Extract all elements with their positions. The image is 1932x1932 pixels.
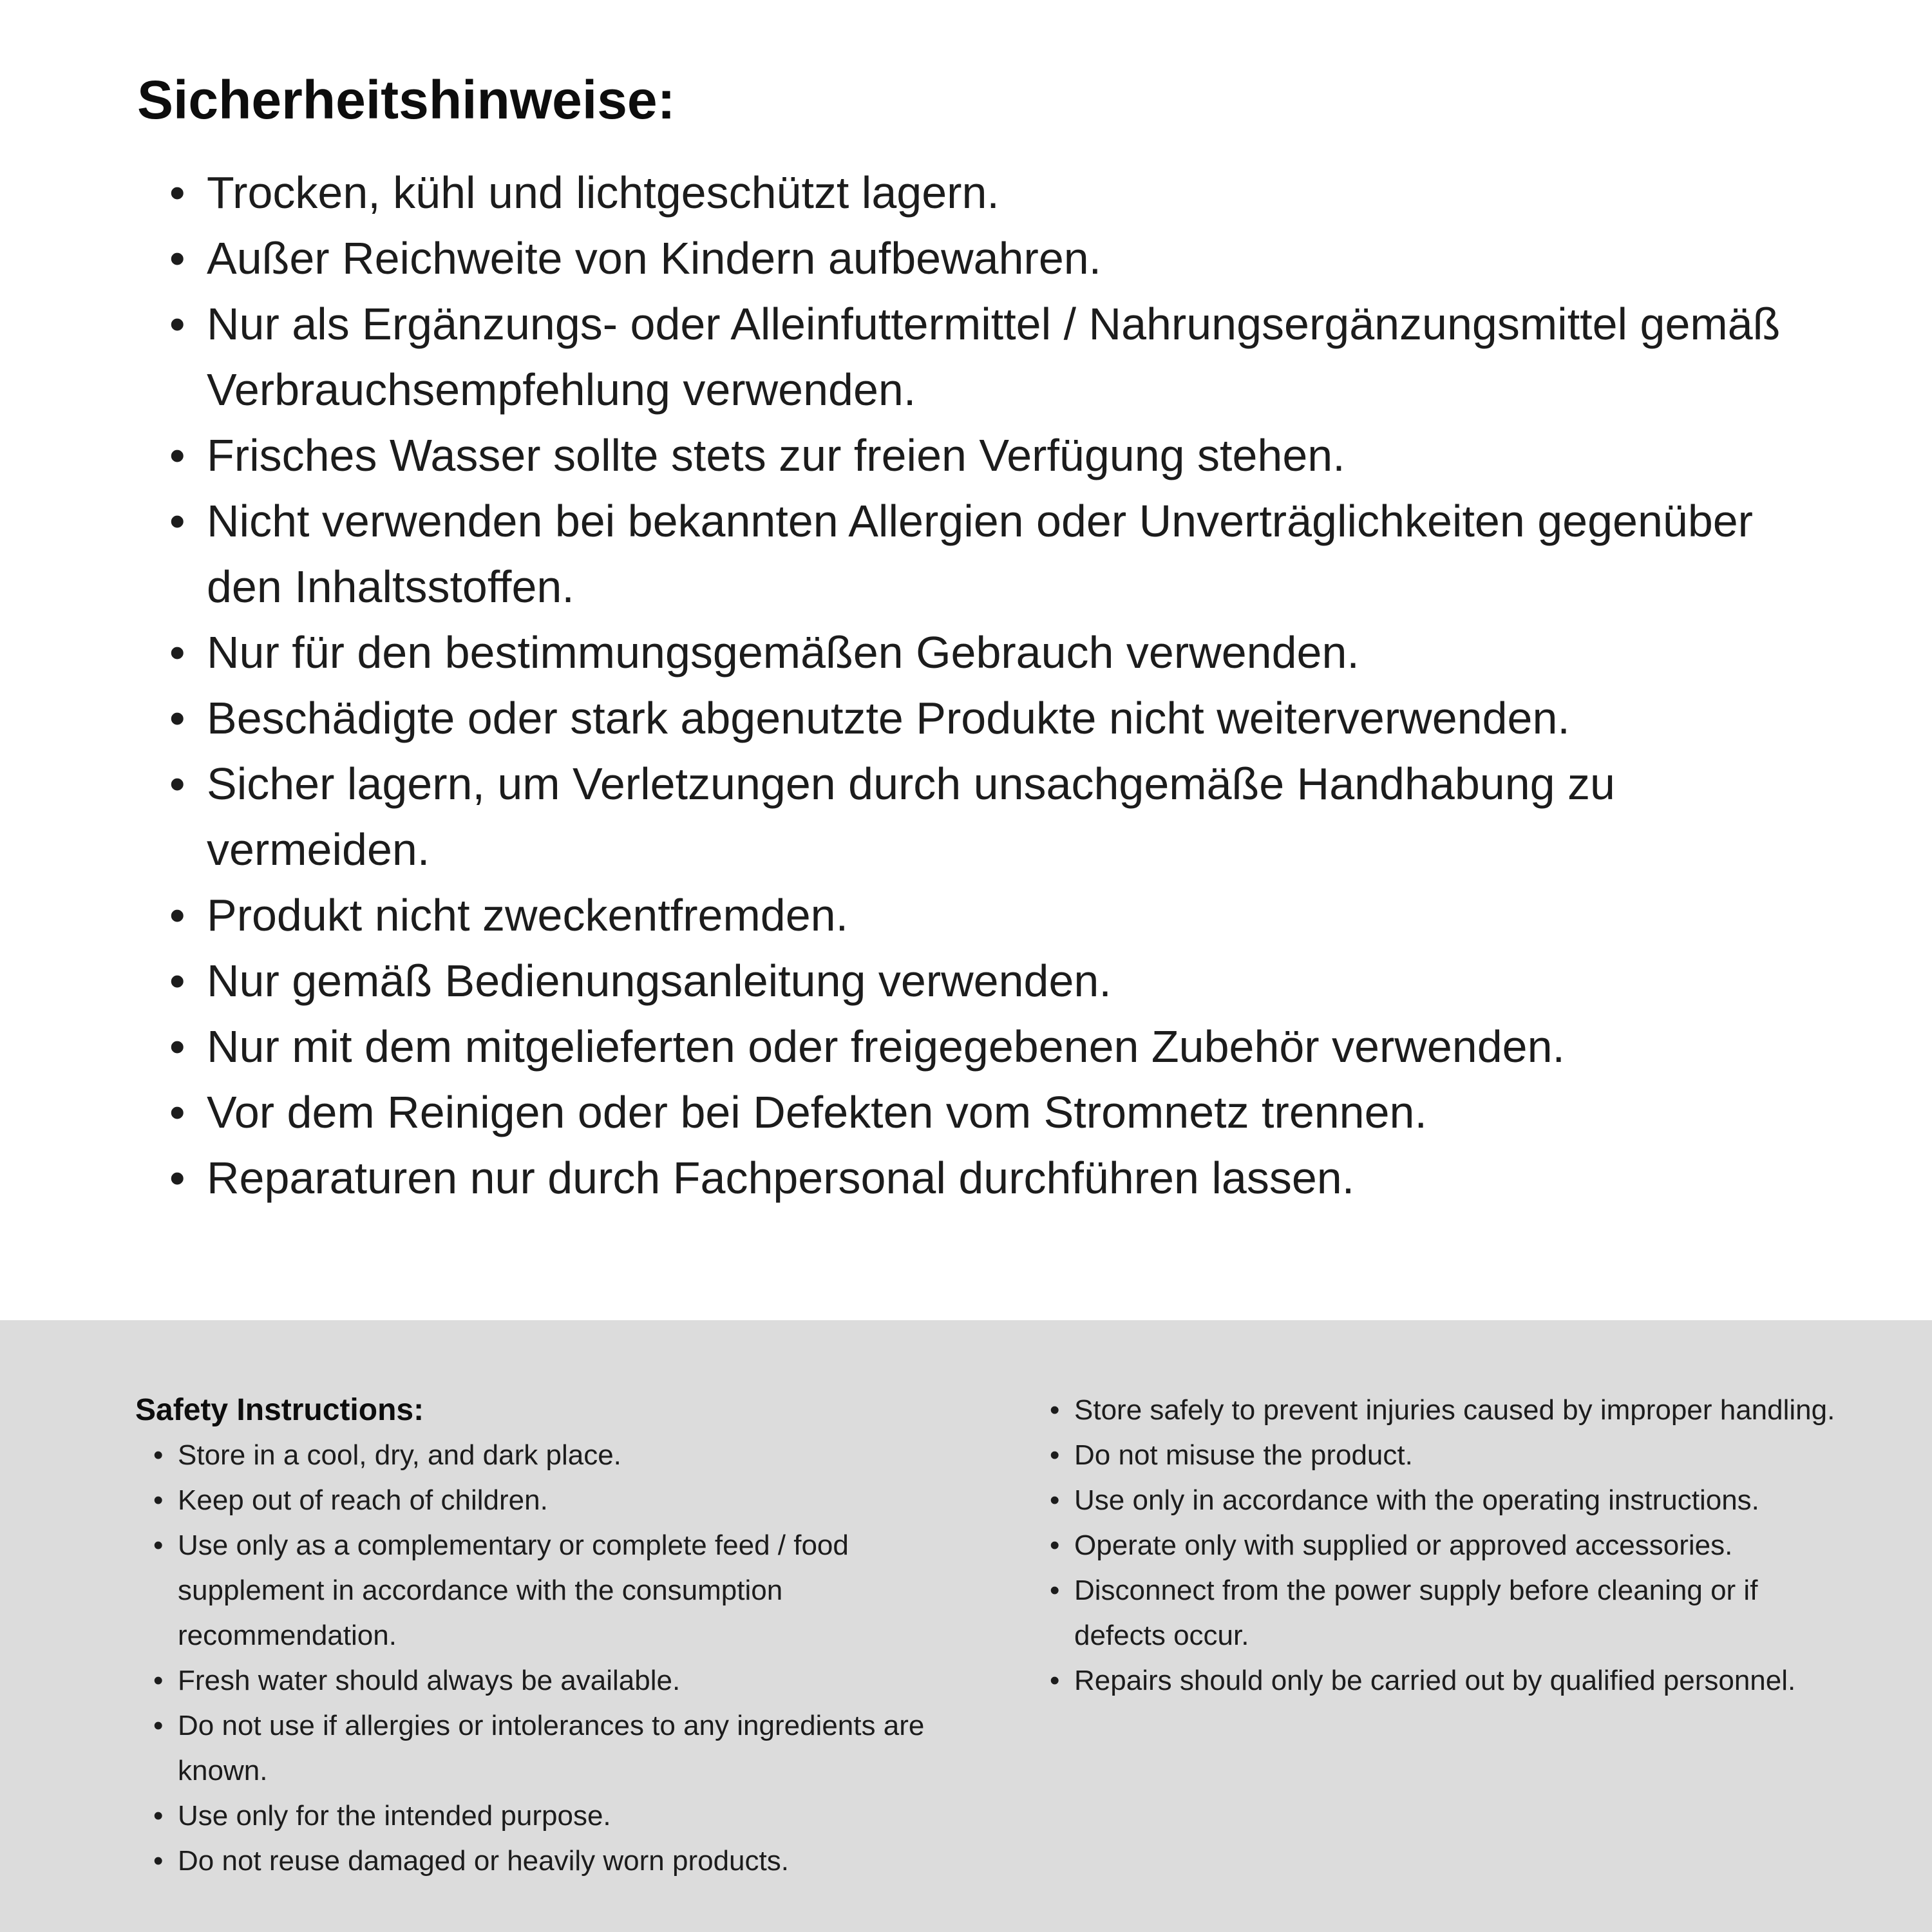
english-safety-item: • Use only for the intended purpose. — [147, 1794, 985, 1839]
german-safety-item: • Trocken, kühl und lichtgeschützt lagern. — [137, 160, 1824, 225]
english-safety-list-left — [147, 1433, 985, 1884]
german-section-title: Sicherheitshinweise: — [137, 70, 676, 130]
english-safety-item: • Repairs should only be carried out by qualified personnel. — [1043, 1658, 1842, 1703]
english-section-title: Safety Instructions: — [135, 1393, 424, 1427]
english-safety-item: • Store in a cool, dry, and dark place. — [147, 1433, 985, 1478]
german-safety-item: • Beschädigte oder stark abgenutzte Produkte nicht weiterverwenden. — [137, 685, 1824, 751]
english-safety-item: • Do not use if allergies or intolerances to any ingredients are known. — [147, 1703, 985, 1794]
german-safety-item: • Produkt nicht zweckentfremden. — [137, 882, 1824, 948]
english-safety-section — [0, 1320, 1932, 1932]
german-safety-item: • Nur mit dem mitgelieferten oder freigegebenen Zubehör verwenden. — [137, 1014, 1824, 1079]
german-safety-item: • Reparaturen nur durch Fachpersonal durchführen lassen. — [137, 1145, 1824, 1211]
german-safety-item: • Nicht verwenden bei bekannten Allergien oder Unverträglichkeiten gegenüber den Inhaltsstoffen. — [137, 488, 1824, 620]
english-safety-item: • Store safely to prevent injuries caused by improper handling. — [1043, 1388, 1842, 1433]
english-safety-item: • Use only in accordance with the operating instructions. — [1043, 1478, 1842, 1523]
german-safety-item: • Außer Reichweite von Kindern aufbewahren. — [137, 225, 1824, 291]
english-safety-item: • Do not reuse damaged or heavily worn products. — [147, 1839, 985, 1884]
english-right-column — [1043, 1388, 1842, 1932]
english-safety-item: • Use only as a complementary or complete feed / food supplement in accordance with the consumption recommendation. — [147, 1523, 985, 1658]
english-left-column — [135, 1388, 985, 1932]
german-safety-item: • Nur als Ergänzungs- oder Alleinfuttermittel / Nahrungsergänzungsmittel gemäß Verbrauchsempfehlung verwenden. — [137, 291, 1824, 422]
german-safety-item: • Frisches Wasser sollte stets zur freien Verfügung stehen. — [137, 422, 1824, 488]
german-safety-item: • Nur für den bestimmungsgemäßen Gebrauch verwenden. — [137, 620, 1824, 685]
german-safety-list — [137, 160, 1824, 1211]
german-safety-item: • Sicher lagern, um Verletzungen durch unsachgemäße Handhabung zu vermeiden. — [137, 751, 1824, 882]
german-safety-item: • Vor dem Reinigen oder bei Defekten vom Stromnetz trennen. — [137, 1079, 1824, 1145]
english-safety-item: • Do not misuse the product. — [1043, 1433, 1842, 1478]
english-safety-list-right — [1043, 1388, 1842, 1703]
german-safety-item: • Nur gemäß Bedienungsanleitung verwenden. — [137, 948, 1824, 1014]
english-safety-item: • Disconnect from the power supply before cleaning or if defects occur. — [1043, 1568, 1842, 1658]
english-safety-item: • Fresh water should always be available. — [147, 1658, 985, 1703]
english-safety-item: • Operate only with supplied or approved accessories. — [1043, 1523, 1842, 1568]
english-safety-item: • Keep out of reach of children. — [147, 1478, 985, 1523]
